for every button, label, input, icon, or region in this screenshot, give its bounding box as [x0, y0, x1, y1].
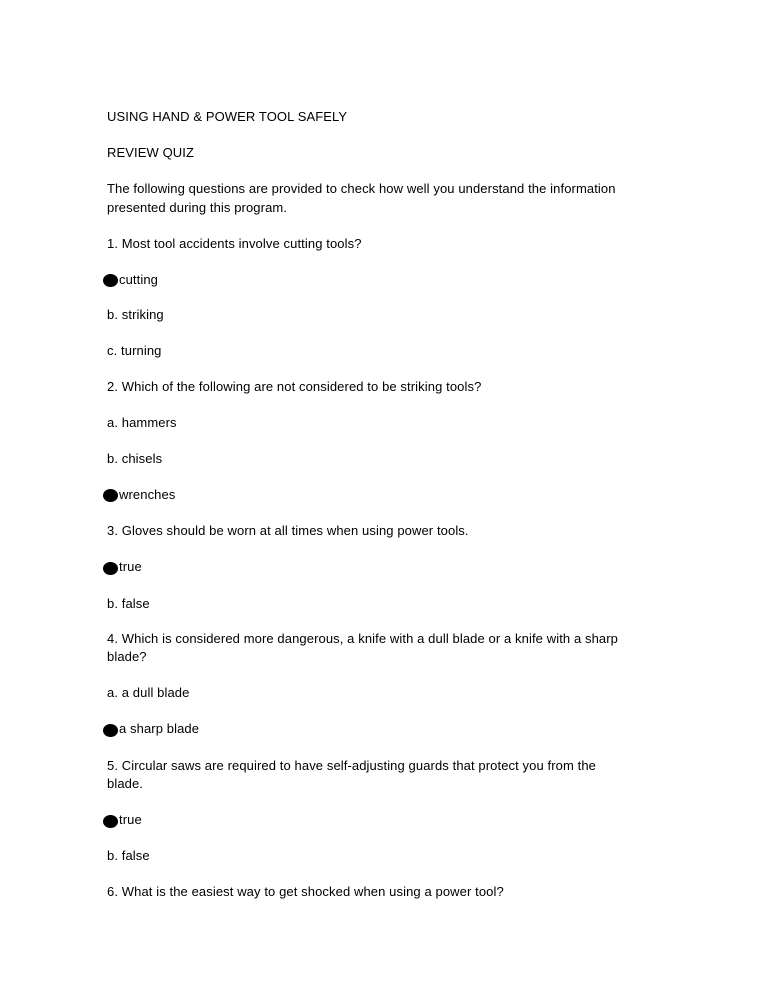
question-2-text: 2. Which of the following are not considered to be striking tools?	[107, 379, 482, 394]
question-2-option-b: b. chisels	[107, 451, 163, 466]
intro-line-2: presented during this program.	[107, 200, 288, 215]
answer-marker-icon	[103, 815, 118, 828]
answer-marker-icon	[103, 562, 118, 575]
question-4-option-a: a. a dull blade	[107, 685, 190, 700]
question-4-text-line-2: blade?	[107, 649, 147, 664]
document-title: USING HAND & POWER TOOL SAFELY	[107, 109, 348, 124]
question-3-text: 3. Gloves should be worn at all times when using power tools.	[107, 523, 469, 538]
question-1-option-c: c. turning	[107, 343, 162, 358]
question-3-option-a: true	[119, 559, 142, 574]
question-5-text-line-2: blade.	[107, 776, 144, 791]
question-2-option-c: wrenches	[119, 487, 176, 502]
question-2-option-a: a. hammers	[107, 415, 177, 430]
answer-marker-icon	[103, 724, 118, 737]
question-1-option-b: b. striking	[107, 307, 164, 322]
question-1-option-a: cutting	[119, 272, 159, 287]
question-5-option-a: true	[119, 812, 142, 827]
question-4-text-line-1: 4. Which is considered more dangerous, a knife with a dull blade or a knife with a sharp	[107, 631, 619, 646]
question-4-option-b: a sharp blade	[119, 721, 200, 736]
answer-marker-icon	[103, 274, 118, 287]
question-5-text-line-1: 5. Circular saws are required to have self-adjusting guards that protect you from the	[107, 758, 597, 773]
question-6-text: 6. What is the easiest way to get shocked when using a power tool?	[107, 884, 504, 899]
answer-marker-icon	[103, 489, 118, 502]
intro-line-1: The following questions are provided to check how well you understand the information	[107, 181, 616, 196]
question-5-option-b: b. false	[107, 848, 150, 863]
question-1-text: 1. Most tool accidents involve cutting tools?	[107, 236, 362, 251]
question-3-option-b: b. false	[107, 596, 150, 611]
document-subtitle: REVIEW QUIZ	[107, 145, 195, 160]
